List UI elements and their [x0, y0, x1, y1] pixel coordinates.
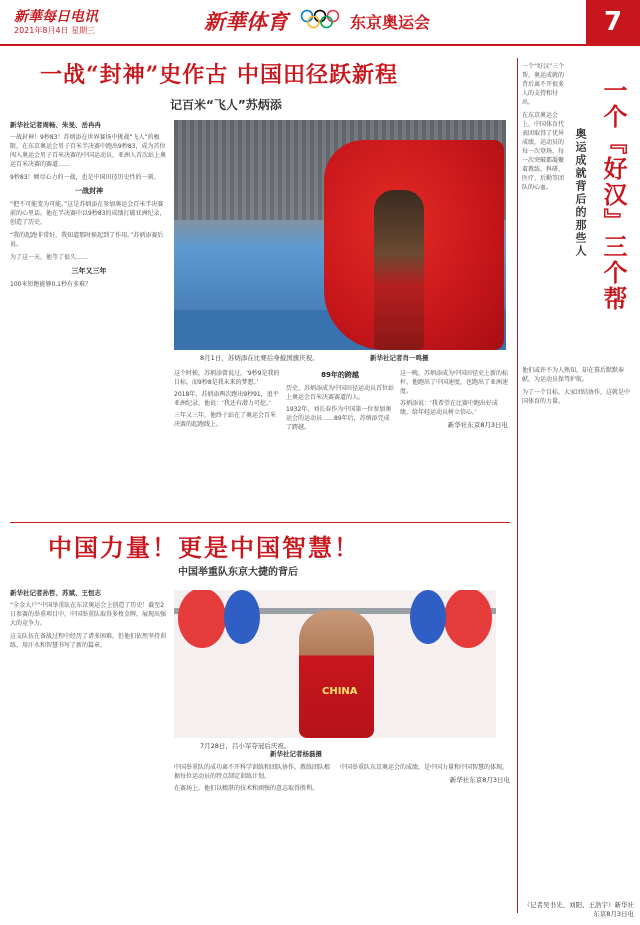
story2-paragraph: 在赛场上，他们以精湛的技术和顽强的意志取得胜利。: [174, 785, 319, 792]
story1-column-3: [286, 366, 394, 516]
sidebar-body: [522, 366, 634, 896]
photo1-caption: 8月1日，苏炳添在比赛后身披国旗庆祝。: [200, 354, 319, 362]
story1-paragraph: 这个时候，苏炳添曾说过，‘9秒9是我的目标，而9秒8是我未来的梦想。’: [174, 370, 280, 386]
sidebar-subtitle: 奥运成就背后的那些人: [574, 128, 587, 258]
weight-plate: [444, 590, 492, 648]
photo1-credit: 新华社记者肖一鸣摄: [370, 354, 429, 362]
story1-subheadline: 记百米“飞人”苏炳添: [170, 98, 282, 112]
sidebar-divider: [517, 58, 518, 913]
story2-subheadline: 中国举重队东京大捷的背后: [178, 567, 298, 578]
story2-dateline: 新华社东京8月3日电: [449, 776, 510, 784]
sidebar-paragraph: 为了一个目标，大家团结协作，这就是中国体育的力量。: [522, 389, 631, 405]
story2-headline: 中国力量！更是中国智慧！: [48, 533, 360, 562]
page-number: 7: [586, 0, 640, 44]
story1-paragraph: 三年又三年，他终于站在了奥运会百米决赛的起跑线上。: [174, 412, 277, 428]
story1-subhead-3: 89年的跨越: [321, 371, 359, 379]
newspaper-brand: 新華每日电讯: [14, 9, 98, 25]
story1-column-2: [174, 366, 280, 516]
story2-byline: 新华社记者孙哲、苏斌、王恒志: [10, 589, 101, 597]
weight-plate: [224, 590, 260, 644]
story2-paragraph: 中国举重队的成功离不开科学训练和团队协作，教练团队根据每位运动员的特点制定训练计划。: [174, 764, 331, 780]
story1-column-4: [400, 366, 508, 516]
section-title: 新華体育: [204, 9, 288, 34]
story1-paragraph: 100米短跑能够0.1秒有多难？: [10, 281, 91, 288]
weight-plate: [178, 590, 226, 648]
story1-dateline: 新华社东京8月3日电: [447, 421, 508, 429]
story2-column-2: [174, 760, 334, 910]
story1-paragraph: 历史，苏炳添成为中国田径运动员首位站上奥运会百米决赛赛道的人。: [286, 385, 394, 401]
story1-headline: 一战“封神”史作古 中国田径跃新程: [40, 62, 398, 88]
story2-paragraph: “全金大户”中国举重队在东京奥运会上创造了历史！截至2日参赛的举重项目中，中国举重队取得多枚金牌，展现出强大的竞争力。: [10, 602, 167, 627]
story1-subhead-1: 一战封神: [75, 187, 103, 195]
story1-paragraph: 1932年，刘长春作为中国第一位参加奥运会的运动员……89年后，苏炳添完成了跨越。: [286, 406, 392, 431]
story1-subhead-2: 三年又三年: [71, 267, 107, 275]
jersey-text: CHINA: [322, 686, 358, 697]
sidebar-footer: （记者吴书光、刘阳、王浩宇）新华社东京8月3日电: [523, 901, 634, 918]
story1-paragraph: 2018年，苏炳添两次跑出9秒91，追平亚洲纪录，他说：‘我还有潜力可挖。’: [174, 391, 279, 407]
story2-paragraph: 中国举重队东京奥运会的成绩，是中国力量和中国智慧的体现。: [340, 764, 509, 771]
story2-paragraph: 这支队伍在备战过程中经历了诸多困难，但他们依然坚持训练，用汗水和智慧书写了新的篇章。: [10, 633, 167, 649]
header-rule: [0, 44, 640, 46]
story1-paragraph: 一战封神！9秒83！苏炳添在世界赛场中挑战“飞人”的极限，在东京奥运会男子百米半决赛中跑出9秒83，成为首位闯入奥运会男子百米决赛的中国运动员，亚洲人首次站上奥运百米决赛的赛道……: [10, 134, 167, 168]
photo2-credit: 新华社记者杨磊摄: [270, 750, 322, 758]
story1-paragraph: “把不可能变为可能。”这是苏炳添在参加奥运会百米半决赛前的心里话。他在半决赛中以9秒83的成绩打破亚洲纪录，创造了历史。: [10, 201, 166, 226]
sidebar-paragraph: 在东京奥运会上，中国体育代表团取得了优异成绩，运动员的每一次登场、每一次突破都凝聚着教练、科研、医疗、后勤等团队的心血。: [522, 112, 565, 191]
dateline: 2021年8月4日 星期三: [14, 26, 96, 35]
athlete-figure: [374, 190, 424, 350]
story1-paragraph: 为了这一天，他等了很久……: [10, 254, 89, 261]
athlete-figure: [299, 610, 374, 738]
story1-paragraph: 苏炳添说：‘我希望在比赛中跑出好成绩，给年轻运动员树立信心。’: [400, 400, 498, 416]
story1-column-1: [10, 120, 168, 515]
sidebar-paragraph: 一个“好汉”三个帮，奥运成就的背后离不开很多人的支持和付出。: [522, 63, 565, 106]
story1-byline: 新华社记者周畅、朱旻、岳冉冉: [10, 121, 101, 129]
weightlifter-photo: [174, 590, 496, 738]
story1-paragraph: 这一晚，苏炳添成为中国田径史上新的标杆，他跑出了中国速度，也跑出了亚洲速度。: [400, 370, 508, 395]
sidebar-top-column: [522, 62, 568, 362]
section-divider: [10, 522, 510, 523]
story2-column-3: [340, 760, 510, 910]
sprinter-photo: [174, 120, 506, 350]
story1-paragraph: 9秒83！倾尽心力的一战，也是中国田径历史性的一刻。: [10, 174, 160, 181]
sidebar-title: 一个『好汉』三个帮: [599, 78, 628, 312]
sidebar-paragraph: 他们或许不为人熟知，却在幕后默默奉献，为运动员保驾护航。: [522, 367, 625, 383]
olympics-title: 东京奥运会: [350, 13, 431, 32]
weight-plate: [410, 590, 446, 644]
photo2-caption: 7月28日，吕小军夺冠后庆祝。: [200, 742, 291, 750]
olympic-rings-icon: [300, 9, 340, 31]
story1-paragraph: “我的起跑非常好，我知道那时候起到了作用。”苏炳添赛后说。: [10, 232, 164, 248]
story2-column-1: [10, 588, 168, 913]
